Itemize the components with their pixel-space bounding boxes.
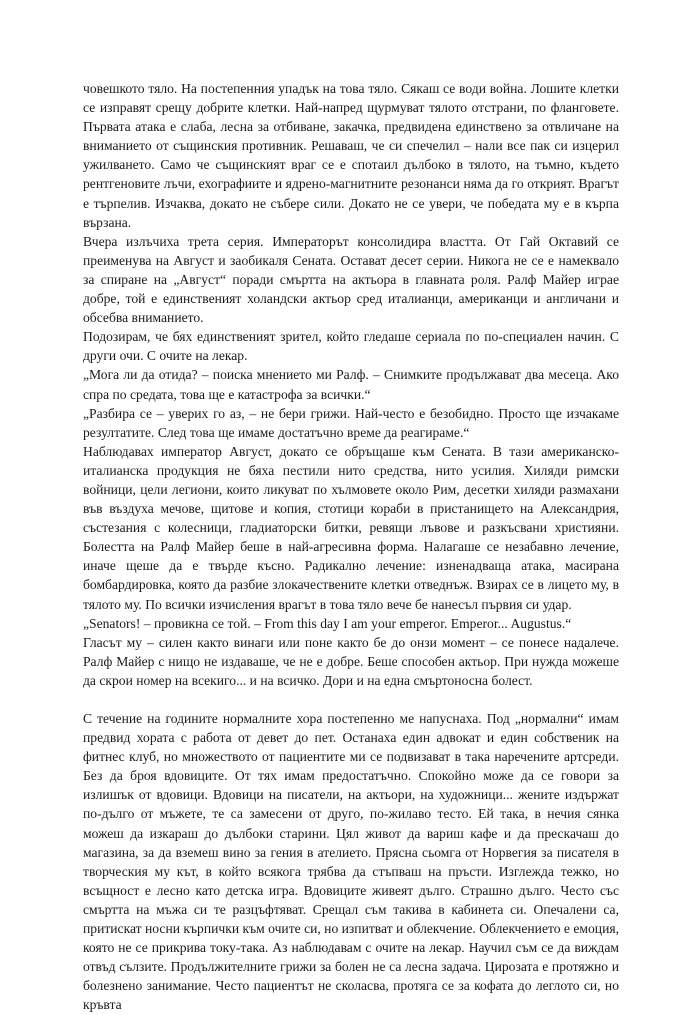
section-gap xyxy=(83,690,619,709)
paragraph-6: Наблюдавах император Август, докато се обръщаше към Сената. В тази американско-италианска продукция не бяха пестили нито средства, нито усилия. Хиляди римски войници, цели легиони, които ликуват по хълмовете около Рим, десетки хиляди размахани във въздуха мечове, щитове и копия, стотици кораби в пристанището на Александрия, състезания с колесници, гладиаторски битки, ревящи лъвове и разкъсвани християни. Болестта на Ралф Майер беше в най-агресивна форма. Налагаше се незабавно лечение, иначе щеше да е твърде късно. Радикално лечение: изненадваща атака, масирана бомбардировка, която да разбие злокачествените клетки отведнъж. Взирах се в лицето му, в тялото му. По всички изчисления врагът в това тяло вече бе нанесъл първия си удар. xyxy=(83,443,619,612)
paragraph-8: Гласът му – силен както винаги или поне както бе до онзи момент – се понесе надалече. Ралф Майер с нищо не издаваше, че не е добре. Беше способен актьор. При нужда можеше да скрои номер на всекиго... и на всичко. Дори и на една смъртоносна болест. xyxy=(83,634,619,688)
paragraph-4: „Мога ли да отида? – поиска мнението ми Ралф. – Снимките продължават два месеца. Ако спра по средата, това ще е катастрофа за всички.“ xyxy=(83,367,619,402)
paragraph-9: С течение на годините нормалните хора постепенно ме напуснаха. Под „нормални“ имам предвид хората с работа от девет до пет. Останаха един адвокат и един собственик на фитнес клуб, но множеството от пациентите ми се подвизават в така наречените артсреди. Без да броя вдовиците. От тях имам предостатъчно. Спокойно може да се говори за излишък от вдовици. Вдовици на писатели, на актьори, на художници... жените издържат по-дълго от мъжете, те са замесени от друго, по-жилаво тесто. Ей така, в нечия сянка можеш да изкараш до дълбоки старини. Цял живот да вариш кафе и да прескачаш до магазина, за да вземеш вино за гения в ателието. Прясна сьомга от Норвегия за писателя в творческия му кът, в който всякога трябва да стъпваш на пръсти. Изглежда тежко, но всъщност е лесно като детска игра. Вдовиците живеят дълго. Страшно дълго. Често със смъртта на мъжа си те разцъфтяват. Срещал съм такива в кабинета си. Опечалени са, притискат носни кърпички към очите си, но изпитват и облекчение. Облекчението е емоция, която не се прикрива току-така. Аз наблюдавам с очите на лекар. Научил съм се да виждам отвъд сълзите. Продължителните грижи за болен не са лесна задача. Цирозата е протяжно и болезнено занимание. Често пациентът не сколасва, протяга се за кофата до леглото си, но кръвта xyxy=(83,711,619,1013)
paragraph-2: Вчера излъчиха трета серия. Императорът консолидира властта. От Гай Октавий се преименува на Август и заобикаля Сената. Остават десет серии. Никога не се е намеквало за спиране на „Август“ поради смъртта на актьора в главната роля. Ралф Майер играе добре, той е единственият холандски актьор сред италианци, американци и англичани и обсебва вниманието. xyxy=(83,233,619,326)
paragraph-1: човешкото тяло. На постепенния упадък на това тяло. Сякаш се води война. Лошите клетки се изправят срещу добрите клетки. Най-напред щурмуват тялото отстрани, по фланговете. Първата атака е слаба, лесна за отбиване, закачка, предвидена единствено за отвличане на вниманието от същинския противник. Решаваш, че си спечелил – нали все пак си изцерил ужилването. Само че същинският враг се е спотаил дълбоко в тялото, на тъмно, където рентгеновите лъчи, ехографиите и ядрено-магнитните резонанси няма да го открият. Врагът е търпелив. Изчаква, докато не събере сили. Докато не се увери, че победата му е в кърпа вързана. xyxy=(83,81,619,230)
body-text xyxy=(83,79,619,1015)
paragraph-7: „Senators! – провикна се той. – From this day I am your emperor. Emperor... Augustus.“ xyxy=(83,615,572,631)
paragraph-3: Подозирам, че бях единственият зрител, който гледаше сериала по по-специален начин. С други очи. С очите на лекар. xyxy=(83,329,619,364)
paragraph-5: „Разбира се – уверих го аз, – не бери грижи. Най-често е безобидно. Просто ще изчакаме резултатите. След това ще имаме достатъчно време да реагираме.“ xyxy=(83,405,619,440)
